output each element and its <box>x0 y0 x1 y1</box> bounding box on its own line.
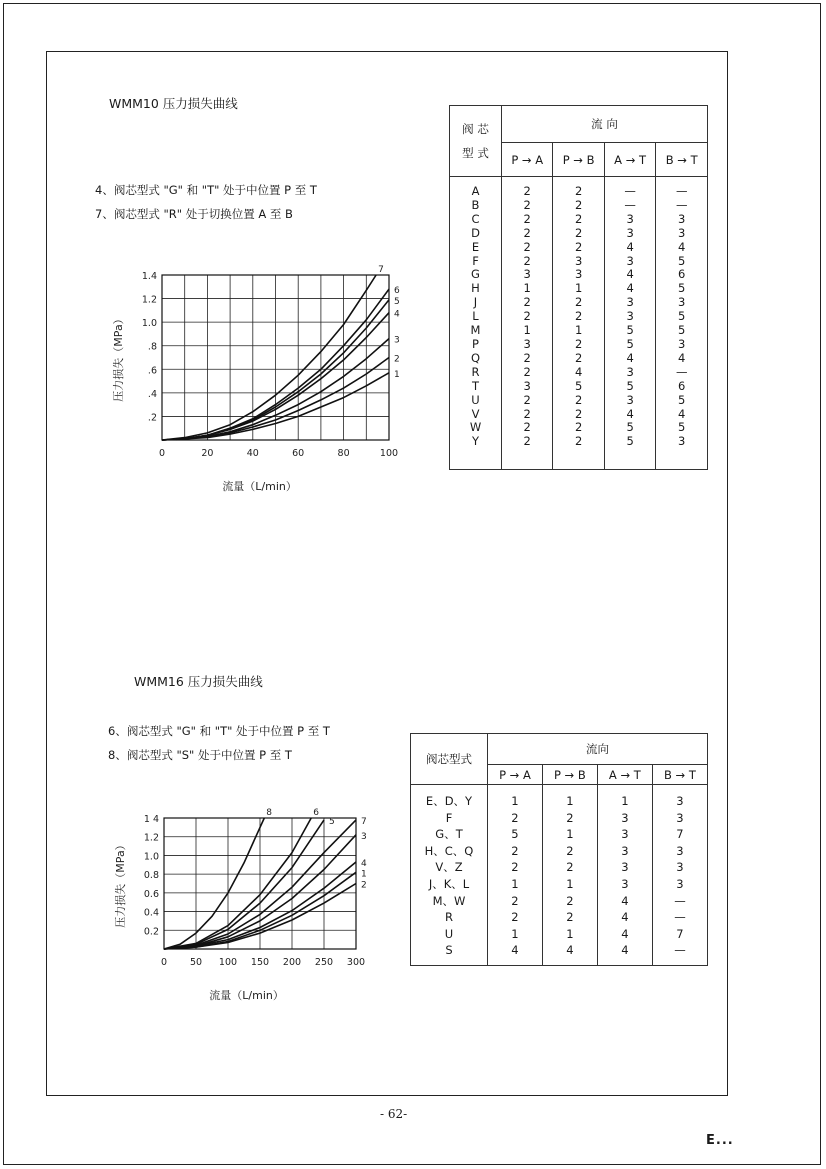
table-cell: 2 <box>574 420 583 435</box>
table-cell: 6 <box>678 267 686 282</box>
curve-label-7: 7 <box>378 265 384 275</box>
curve-8 <box>164 818 264 949</box>
table-cell: 1 <box>523 281 531 296</box>
table1-header-spool: 阀 芯 型 式 <box>450 106 502 177</box>
table-cell: 3 <box>676 794 684 808</box>
table-cell: 1 <box>511 794 519 808</box>
table-cell: 2 <box>523 406 531 421</box>
table-cell: 5 <box>678 323 686 338</box>
table-cell: 3 <box>678 434 686 449</box>
table-cell: 4 <box>621 893 629 908</box>
table-cell: 5 <box>511 827 519 842</box>
table-cell: 3 <box>678 295 686 310</box>
curve-label-2: 2 <box>361 880 367 891</box>
table2-col-pa <box>488 785 543 966</box>
x-tick-label: 50 <box>189 957 203 968</box>
table-cell: 1 <box>523 323 531 338</box>
table-cell: 2 <box>566 810 574 825</box>
table2-header-flow: 流向 <box>488 734 708 765</box>
table-cell: 2 <box>511 860 519 875</box>
curve-label-5: 5 <box>329 816 335 827</box>
table-cell: 4 <box>678 239 686 254</box>
table-cell: 4 <box>621 926 629 941</box>
table-cell: — <box>674 893 686 908</box>
page-number: - 62- <box>380 1107 408 1121</box>
table-cell: 3 <box>676 843 684 858</box>
table-cell: 2 <box>574 295 583 310</box>
corner-mark: E... <box>706 1133 734 1148</box>
curve-label-5: 5 <box>394 296 400 307</box>
table-cell: W <box>469 420 482 435</box>
table-cell: 3 <box>523 336 531 351</box>
y-tick-label: 1.0 <box>143 851 159 863</box>
table-cell: 2 <box>523 225 531 240</box>
table2-col-bt <box>652 785 707 966</box>
y-tick-label: .8 <box>147 341 157 353</box>
table-cell: 4 <box>678 350 686 365</box>
table-cell: 5 <box>626 420 634 435</box>
table-cell: T <box>471 378 480 393</box>
table-cell: Y <box>471 434 480 449</box>
table2-dir-pa: P → A <box>488 765 543 785</box>
x-tick-label: 0 <box>158 448 166 459</box>
table-cell: 3 <box>626 392 634 407</box>
table-cell: — <box>674 910 686 925</box>
table-cell: 2 <box>566 910 574 925</box>
table-cell: 2 <box>574 309 583 324</box>
x-tick-label: 20 <box>201 448 214 459</box>
table2-col-spool <box>411 785 488 966</box>
x-tick-label: 100 <box>379 448 399 459</box>
table-cell: 5 <box>678 281 686 296</box>
table-cell: 2 <box>511 843 519 858</box>
table-cell: 5 <box>678 392 686 407</box>
table-cell: 3 <box>626 364 634 379</box>
spool-table-wmm16 <box>410 733 708 966</box>
table2-col-at <box>597 785 652 966</box>
table-cell: B <box>471 197 480 212</box>
curve-label-3: 3 <box>394 335 400 346</box>
table-cell: 3 <box>676 860 684 875</box>
table-cell: 4 <box>621 910 629 925</box>
table-cell: 4 <box>626 406 634 421</box>
table-cell: S <box>445 943 453 958</box>
table-cell: 2 <box>574 350 583 365</box>
table-cell: 3 <box>626 253 634 268</box>
table-cell: R <box>445 910 453 925</box>
table-cell: 4 <box>574 364 583 379</box>
table-cell: H <box>471 281 480 296</box>
table-cell: 3 <box>621 860 629 875</box>
table1-dir-pa: P → A <box>502 143 553 177</box>
table-cell: 5 <box>626 378 634 393</box>
table-cell: 3 <box>676 810 684 825</box>
table-cell: 6 <box>678 378 686 393</box>
table-cell: J <box>473 295 478 310</box>
table2-dir-bt: B → T <box>652 765 707 785</box>
table-cell: 2 <box>511 810 519 825</box>
table-cell: 1 <box>511 876 519 891</box>
table-cell: 2 <box>523 253 531 268</box>
table-cell: 1 <box>566 926 574 941</box>
x-tick-label: 80 <box>337 448 350 459</box>
table-cell: 2 <box>523 184 531 198</box>
table-cell: 2 <box>523 364 531 379</box>
table-cell: G <box>471 267 480 282</box>
table-cell: 2 <box>574 197 583 212</box>
table-cell: 3 <box>523 267 531 282</box>
y-tick-label: 0.4 <box>143 907 159 919</box>
x-axis-label: 流量（L/min） <box>209 989 284 1002</box>
table-cell: F <box>472 253 479 268</box>
table-cell: 3 <box>678 336 686 351</box>
table-cell: 5 <box>626 434 634 449</box>
x-tick-label: 250 <box>314 957 334 968</box>
y-tick-label: .2 <box>147 412 157 424</box>
table-cell: P <box>472 336 479 351</box>
table-cell: 3 <box>626 295 634 310</box>
section1-title: WMM10 压力损失曲线 <box>109 96 238 111</box>
table-cell: 3 <box>574 267 583 282</box>
table-cell: 5 <box>678 420 686 435</box>
curve-label-7: 7 <box>361 816 367 827</box>
table-cell: E <box>471 239 480 254</box>
table-cell: M <box>470 323 481 338</box>
table-cell: 4 <box>626 239 634 254</box>
table-cell: — <box>674 943 686 958</box>
table-cell: 3 <box>626 225 634 240</box>
y-tick-label: 1.4 <box>141 271 157 282</box>
table-cell: — <box>624 184 636 198</box>
table2-header-spool: 阀芯型式 <box>411 734 488 785</box>
table-cell: 2 <box>523 239 531 254</box>
table1-dir-bt: B → T <box>656 143 708 177</box>
table-cell: 2 <box>523 309 531 324</box>
table-cell: L <box>472 309 479 324</box>
table-cell: E、D、Y <box>425 794 473 808</box>
y-tick-label: 1.0 <box>141 318 157 330</box>
y-tick-label: 1.2 <box>141 294 157 306</box>
table-cell: 4 <box>511 943 519 958</box>
table1-header-flow: 流 向 <box>502 106 708 143</box>
table-cell: 2 <box>523 392 531 407</box>
table-cell: 5 <box>678 253 686 268</box>
table-cell: 3 <box>621 827 629 842</box>
y-tick-label: 0.8 <box>143 870 159 882</box>
y-tick-label: 1.2 <box>143 832 159 844</box>
table-cell: Q <box>470 350 481 365</box>
table-cell: — <box>624 197 636 212</box>
table-cell: — <box>675 197 688 212</box>
curve-label-3: 3 <box>361 831 367 842</box>
table-cell: 4 <box>626 281 634 296</box>
x-tick-label: 60 <box>292 448 305 459</box>
section2-note-2: 8、阀芯型式 "S" 处于中位置 P 至 T <box>108 748 292 762</box>
table-cell: 4 <box>566 943 574 958</box>
table-cell: 5 <box>626 323 634 338</box>
section2-note-1: 6、阀芯型式 "G" 和 "T" 处于中位置 P 至 T <box>108 724 330 738</box>
curve-label-4: 4 <box>361 858 367 869</box>
y-tick-label: 1 4 <box>143 814 159 825</box>
table-cell: 2 <box>566 860 574 875</box>
table-cell: 2 <box>523 420 531 435</box>
table-cell: 3 <box>678 211 686 226</box>
table-cell: C <box>471 211 480 226</box>
table-cell: H、C、Q <box>424 843 474 858</box>
table-cell: 4 <box>626 350 634 365</box>
table-cell: 3 <box>621 843 629 858</box>
curve-label-8: 8 <box>266 808 273 818</box>
y-axis-label: 压力损失（MPa） <box>112 313 125 402</box>
table-cell: 2 <box>574 225 583 240</box>
table-cell: 3 <box>626 211 634 226</box>
table-cell: 2 <box>574 336 583 351</box>
table-cell: V <box>471 406 480 421</box>
table-cell: 1 <box>621 794 629 808</box>
table-cell: 3 <box>621 876 629 891</box>
table-cell: 7 <box>676 827 684 842</box>
table-cell: 2 <box>523 197 531 212</box>
table-cell: — <box>675 184 688 198</box>
curve-label-1: 1 <box>361 869 367 880</box>
table1-dir-pb: P → B <box>553 143 604 177</box>
table-cell: 2 <box>523 434 531 449</box>
section2-title: WMM16 压力损失曲线 <box>134 674 263 689</box>
table-cell: 2 <box>574 392 583 407</box>
table-cell: 2 <box>511 893 519 908</box>
table-cell: 7 <box>676 926 684 941</box>
table-cell: 5 <box>626 336 634 351</box>
table-cell: 3 <box>676 876 684 891</box>
table-cell: 4 <box>626 267 634 282</box>
curve-label-2: 2 <box>394 354 400 365</box>
y-tick-label: 0.2 <box>143 926 159 938</box>
table-cell: 2 <box>574 211 583 226</box>
table-cell: 3 <box>523 378 531 393</box>
y-tick-label: .6 <box>147 365 157 377</box>
table-cell: 2 <box>566 893 574 908</box>
x-tick-label: 150 <box>250 957 270 968</box>
table-cell: 1 <box>566 827 574 842</box>
x-tick-label: 40 <box>246 448 259 459</box>
table-cell: U <box>471 392 480 407</box>
x-tick-label: 100 <box>218 957 238 968</box>
table-cell: F <box>445 810 453 825</box>
table-cell: 2 <box>523 350 531 365</box>
x-tick-label: 0 <box>160 957 168 968</box>
table-cell: 2 <box>566 843 574 858</box>
table-cell: 4 <box>621 943 629 958</box>
table-cell: 3 <box>678 225 686 240</box>
table-cell: 2 <box>523 295 531 310</box>
table-cell: — <box>675 364 688 379</box>
table-cell: 3 <box>621 810 629 825</box>
table-cell: U <box>444 926 454 941</box>
table-cell: 2 <box>523 211 531 226</box>
table2-dir-at: A → T <box>597 765 652 785</box>
table-cell: 2 <box>574 184 583 198</box>
section1-note-2: 7、阀芯型式 "R" 处于切换位置 A 至 B <box>95 207 293 221</box>
table-cell: 1 <box>511 926 519 941</box>
table-cell: A <box>471 184 480 198</box>
x-tick-label: 300 <box>346 957 366 968</box>
table-cell: 5 <box>574 378 583 393</box>
table-cell: 3 <box>574 253 583 268</box>
table-cell: 3 <box>626 309 634 324</box>
table-cell: R <box>471 364 480 379</box>
curve-6 <box>164 818 311 949</box>
curve-label-6: 6 <box>313 808 319 818</box>
table-cell: D <box>471 225 480 240</box>
table-cell: V、Z <box>435 860 463 875</box>
table-cell: 2 <box>511 910 519 925</box>
curve-label-4: 4 <box>394 309 400 320</box>
x-axis-label: 流量（L/min） <box>222 480 297 493</box>
y-tick-label: .4 <box>147 388 157 400</box>
table-cell: J、K、L <box>428 876 470 891</box>
section1-note-1: 4、阀芯型式 "G" 和 "T" 处于中位置 P 至 T <box>95 183 317 197</box>
table-cell: 2 <box>574 406 583 421</box>
table-cell: 2 <box>574 434 583 449</box>
table-cell: 5 <box>678 309 686 324</box>
table-cell: 1 <box>574 281 583 296</box>
table-cell: 4 <box>678 406 686 421</box>
table-cell: 1 <box>566 876 574 891</box>
table2-dir-pb: P → B <box>542 765 597 785</box>
table1-dir-at: A → T <box>604 143 656 177</box>
x-tick-label: 200 <box>282 957 302 968</box>
curve-label-6: 6 <box>394 286 400 297</box>
curve-label-1: 1 <box>394 369 400 380</box>
y-tick-label: 0.6 <box>143 888 159 900</box>
table-cell: 2 <box>574 239 583 254</box>
table-cell: 1 <box>574 323 583 338</box>
table-cell: 1 <box>566 794 574 808</box>
y-axis-label: 压力损失（MPa） <box>114 839 127 928</box>
table2-col-pb <box>542 785 597 966</box>
table-cell: G、T <box>435 827 463 842</box>
table-cell: M、W <box>432 893 466 908</box>
